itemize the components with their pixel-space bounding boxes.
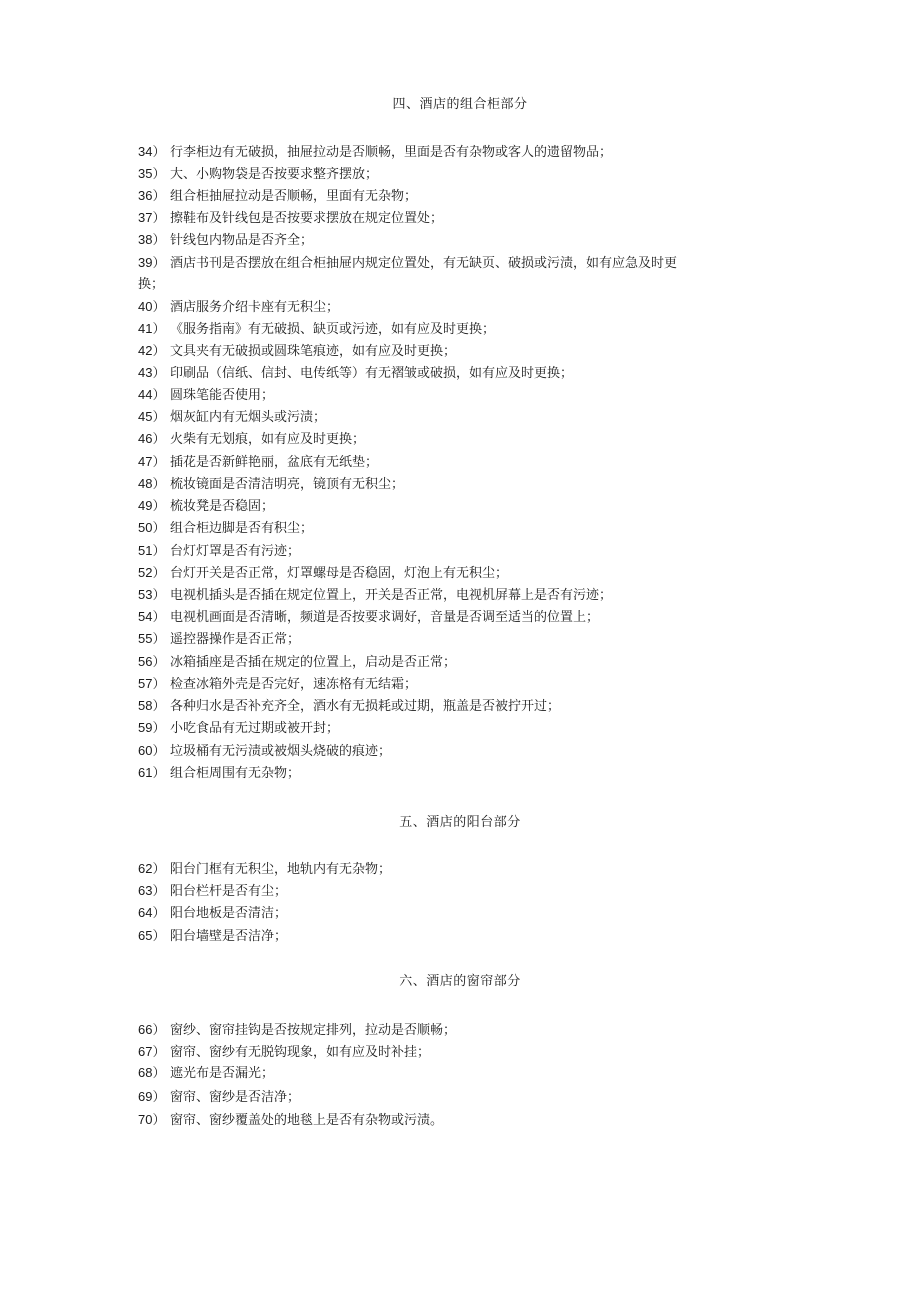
item-number: 57） <box>138 676 166 691</box>
item-number: 61） <box>138 765 166 780</box>
item-text: 烟灰缸内有无烟头或污渍； <box>170 410 327 425</box>
list-item <box>138 880 788 903</box>
item-number: 68） <box>138 1065 166 1080</box>
item-text: 酒店书刊是否摆放在组合柜抽屉内规定位置处，有无缺页、破损或污渍，如有应急及时更 <box>170 256 678 271</box>
list-item <box>138 141 788 164</box>
item-text: 行李柜边有无破损，抽屉拉动是否顺畅，里面是否有杂物或客人的遗留物品； <box>170 145 613 160</box>
list-item <box>138 252 788 275</box>
item-text: 大、小购物袋是否按要求整齐摆放； <box>170 167 379 182</box>
list-item <box>138 473 788 496</box>
item-text: 插花是否新鲜艳丽，盆底有无纸垫； <box>170 455 379 470</box>
item-text: 电视机画面是否清晰，频道是否按要求调好，音量是否调至适当的位置上； <box>170 610 600 625</box>
item-text: 组合柜边脚是否有积尘； <box>170 521 314 536</box>
item-text: 酒店服务介绍卡座有无积尘； <box>170 300 340 315</box>
item-number: 69） <box>138 1089 166 1104</box>
list-item <box>138 584 788 607</box>
item-number: 53） <box>138 587 166 602</box>
item-number: 42） <box>138 343 166 358</box>
list-item <box>138 651 788 674</box>
item-text: 文具夹有无破损或圆珠笔痕迹，如有应及时更换； <box>170 344 457 359</box>
item-text: 遥控器操作是否正常； <box>170 632 301 647</box>
list-item <box>138 562 788 585</box>
section-title-curtains: 六、酒店的窗帘部分 <box>399 974 521 989</box>
list-item <box>138 495 788 518</box>
item-text: 阳台门框有无积尘，地轨内有无杂物； <box>170 862 392 877</box>
item-number: 35） <box>138 166 166 181</box>
item-text: 台灯开关是否正常，灯罩螺母是否稳固，灯泡上有无积尘； <box>170 566 509 581</box>
list-item <box>138 362 788 385</box>
item-number: 55） <box>138 631 166 646</box>
item-number: 38） <box>138 232 166 247</box>
item-number: 62） <box>138 861 166 876</box>
list-item <box>138 163 788 186</box>
item-text: 《服务指南》有无破损、缺页或污迹，如有应及时更换； <box>170 322 496 337</box>
list-item <box>138 1062 788 1085</box>
item-text-continuation: 换； <box>138 277 165 292</box>
item-number: 67） <box>138 1044 166 1059</box>
item-number: 63） <box>138 883 166 898</box>
list-item <box>138 628 788 651</box>
list-item <box>138 451 788 474</box>
item-text: 梳妆镜面是否清洁明亮，镜顶有无积尘； <box>170 477 405 492</box>
item-text: 阳台地板是否清洁； <box>170 906 288 921</box>
list-item <box>138 406 788 429</box>
item-number: 34） <box>138 144 166 159</box>
list-item <box>138 1109 788 1132</box>
item-number: 52） <box>138 565 166 580</box>
item-text: 窗帘、窗纱是否洁净； <box>170 1090 301 1105</box>
item-text: 圆珠笔能否使用； <box>170 388 275 403</box>
list-item <box>138 1086 788 1109</box>
list-item <box>138 902 788 925</box>
list-item <box>138 296 788 319</box>
list-item <box>138 318 788 341</box>
item-text: 梳妆凳是否稳固； <box>170 499 275 514</box>
item-number: 50） <box>138 520 166 535</box>
item-text: 印刷品（信纸、信封、电传纸等）有无褶皱或破损，如有应及时更换； <box>170 366 574 381</box>
item-text: 火柴有无划痕，如有应及时更换； <box>170 432 366 447</box>
item-number: 49） <box>138 498 166 513</box>
item-text: 电视机插头是否插在规定位置上，开关是否正常，电视机屏幕上是否有污迹； <box>170 588 613 603</box>
item-number: 41） <box>138 321 166 336</box>
item-number: 70） <box>138 1112 166 1127</box>
item-text: 小吃食品有无过期或被开封； <box>170 721 340 736</box>
item-number: 66） <box>138 1022 166 1037</box>
list-item <box>138 340 788 363</box>
item-text: 各种归水是否补充齐全，酒水有无损耗或过期，瓶盖是否被拧开过； <box>170 699 561 714</box>
list-item <box>138 740 788 763</box>
item-number: 40） <box>138 299 166 314</box>
item-text: 冰箱插座是否插在规定的位置上，启动是否正常； <box>170 655 457 670</box>
section-title-balcony: 五、酒店的阳台部分 <box>399 815 521 830</box>
item-text: 阳台墙壁是否洁净； <box>170 929 288 944</box>
item-number: 54） <box>138 609 166 624</box>
list-item <box>138 1019 788 1042</box>
item-number: 39） <box>138 255 166 270</box>
item-number: 48） <box>138 476 166 491</box>
list-item-continuation <box>138 274 788 296</box>
item-number: 51） <box>138 543 166 558</box>
item-text: 遮光布是否漏光； <box>170 1066 275 1081</box>
item-text: 针线包内物品是否齐全； <box>170 233 314 248</box>
item-number: 58） <box>138 698 166 713</box>
list-item <box>138 717 788 740</box>
list-item <box>138 673 788 696</box>
item-number: 36） <box>138 188 166 203</box>
item-number: 44） <box>138 387 166 402</box>
list-item <box>138 229 788 252</box>
item-number: 37） <box>138 210 166 225</box>
list-item <box>138 384 788 407</box>
list-item <box>138 762 788 785</box>
item-text: 窗帘、窗纱覆盖处的地毯上是否有杂物或污渍。 <box>170 1113 444 1128</box>
item-text: 擦鞋布及针线包是否按要求摆放在规定位置处； <box>170 211 444 226</box>
item-number: 47） <box>138 454 166 469</box>
list-item <box>138 925 788 948</box>
item-number: 64） <box>138 905 166 920</box>
item-text: 组合柜抽屉拉动是否顺畅，里面有无杂物； <box>170 189 418 204</box>
item-text: 检查冰箱外壳是否完好，速冻格有无结霜； <box>170 677 418 692</box>
item-text: 台灯灯罩是否有污迹； <box>170 544 301 559</box>
section-title-cabinet: 四、酒店的组合柜部分 <box>392 97 528 112</box>
item-text: 阳台栏杆是否有尘； <box>170 884 288 899</box>
item-number: 60） <box>138 743 166 758</box>
list-item <box>138 428 788 451</box>
item-text: 组合柜周围有无杂物； <box>170 766 301 781</box>
list-item <box>138 858 788 881</box>
list-item <box>138 1041 788 1064</box>
list-item <box>138 207 788 230</box>
item-number: 65） <box>138 928 166 943</box>
item-number: 45） <box>138 409 166 424</box>
list-item <box>138 185 788 208</box>
item-number: 43） <box>138 365 166 380</box>
list-item <box>138 606 788 629</box>
item-text: 垃圾桶有无污渍或被烟头烧破的痕迹； <box>170 744 392 759</box>
list-item <box>138 695 788 718</box>
item-text: 窗纱、窗帘挂钩是否按规定排列，拉动是否顺畅； <box>170 1023 457 1038</box>
item-number: 56） <box>138 654 166 669</box>
list-item <box>138 540 788 563</box>
list-item <box>138 517 788 540</box>
item-number: 46） <box>138 431 166 446</box>
item-text: 窗帘、窗纱有无脱钩现象，如有应及时补挂； <box>170 1045 431 1060</box>
item-number: 59） <box>138 720 166 735</box>
